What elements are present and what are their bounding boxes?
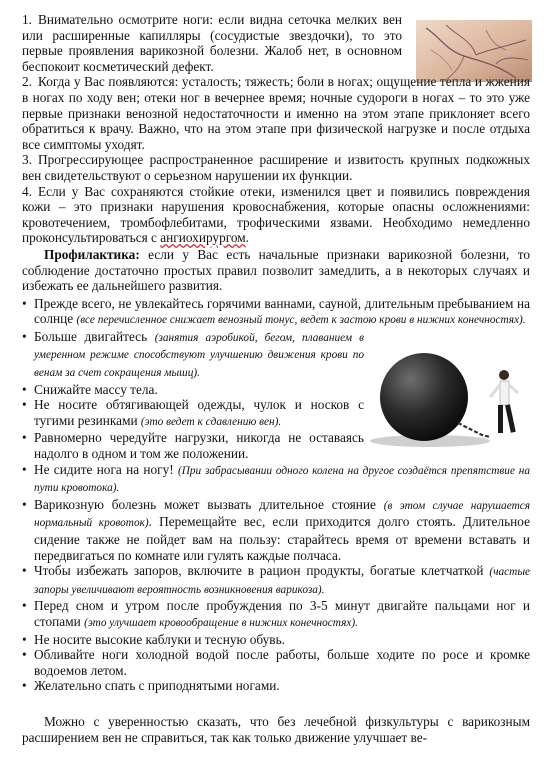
angiosurgeon-word: ангиохирургом <box>160 230 246 246</box>
closing-paragraph: Можно с уверенностью сказать, что без лечебной физкультуры с варикозным расширением вен не справиться, так как только движение улучшает ве- <box>22 713 530 745</box>
list-item <box>22 382 364 398</box>
tip-note: (занятия аэробикой, бегом, плаванием в умеренном режиме способствуют улучшению движения крови по венам за счет сокращения мышц). <box>34 331 364 380</box>
list-item-4 <box>22 184 530 246</box>
tip-text: Снижайте массу тела. <box>34 381 158 397</box>
item-number: 1. <box>22 12 32 27</box>
list-item <box>22 497 530 563</box>
tip-text: Перед сном и утром после пробуждения по 3-5 минут двигайте пальцами ног и стопами <box>34 598 530 629</box>
list-item <box>22 329 364 382</box>
tip-text: Чтобы избежать запоров, включите в рацион продукты, богатые клетчаткой <box>34 563 490 579</box>
tip-text: Желательно спать с приподнятыми ногами. <box>34 678 280 694</box>
tip-note: (При забрасывании одного колена на другое создаётся препятствие на пути кровотока). <box>34 464 530 495</box>
list-item-2 <box>22 74 530 152</box>
tip-text: Больше двигайтесь <box>34 328 155 344</box>
list-item <box>22 563 530 598</box>
list-item <box>22 632 530 648</box>
tip-note: (в этом случае нарушается нормальный кровоток) <box>34 499 530 530</box>
tip-note: (все перечисленное снижает венозный тонус, ведет к застою крови в нижних конечностях). <box>76 314 526 327</box>
item-number: 4. <box>22 183 32 199</box>
list-item <box>22 678 530 694</box>
list-item <box>22 647 530 678</box>
list-item <box>22 462 530 497</box>
list-item <box>22 430 364 461</box>
tip-text: Равномерно чередуйте нагрузки, никогда не оставаясь надолго в одном и том же положении. <box>34 430 364 462</box>
item-number: 3. <box>22 152 32 168</box>
list-item-1 <box>22 12 402 74</box>
item-text: Прогрессирующее распространенное расширение и извитость крупных подкожных вен свидетельствуют о серьезном нарушении их функции. <box>22 152 530 183</box>
list-item <box>22 598 530 631</box>
tip-text: Не носите высокие каблуки и тесную обувь. <box>34 631 285 647</box>
item-text: Внимательно осмотрите ноги: если видна сеточка мелких вен или расширенные капилляры (сосудистые звездочки), то это первые проявления варикозной болезни. Жалоб нет, в основном беспокоит косметический дефект. <box>22 12 402 74</box>
tip-text: Прежде всего, не увлекайтесь горячими ваннами, сауной, длительным пребыванием на солнце <box>34 295 530 327</box>
tip-note: (это ведет к сдавлению вен). <box>140 415 282 428</box>
item-text: Когда у Вас появляются: усталость; тяжесть; боли в ногах; ощущение тепла и жжения в ногах по ходу вен; отеки ног в вечернее время; ночные судороги в ногах – то это уже первые признаки венозной недостаточности и именно на этом этапе приклоняет всего обратиться к врачу. Важно, что на этом этапе при физической нагрузке и после отдыха все симптомы уходят. <box>22 74 530 152</box>
tips-list <box>22 296 530 694</box>
tip-text: Обливайте ноги холодной водой после работы, больше ходите по росе и кромке водоемов летом. <box>34 647 530 678</box>
tip-note: (частые запоры увеличивают вероятность возникновения варикоза). <box>34 566 530 596</box>
item-number: 2. <box>22 74 32 90</box>
prophylaxis-label: Профилактика: <box>44 246 140 262</box>
prophylaxis-text: если у Вас есть начальные признаки варикозной болезни, то соблюдение достаточно простых правил позволит замедлить, а в некоторых случаях и избежать ее дальнейшего развития. <box>22 246 530 294</box>
item-text: Если у Вас сохраняются стойкие отеки, изменился цвет и появились повреждения кожи – это признаки нарушения кровоснабжения, которые опасны осложнениями: кровотечением, тромбофлебитами, трофическими язвами. Необходимо немедленно проконсультироваться с <box>22 183 530 246</box>
tip-text: Не носите обтягивающей одежды, чулок и носков с тугими резинками <box>34 397 364 428</box>
prophylaxis-paragraph <box>22 247 530 294</box>
item-text-end: . <box>245 230 249 246</box>
list-item <box>22 296 530 329</box>
list-item-3 <box>22 152 530 183</box>
tip-text: Не сидите нога на ногу! <box>34 461 178 477</box>
list-item <box>22 397 364 430</box>
tip-text: Варикозную болезнь может вызвать длительное стояние <box>34 496 384 512</box>
tip-tail: . Перемещайте вес, если приходится долго стоять. Длительное сидение также не пойдет вам на пользу: старайтесь время от времени вставать и передвигаться по комнате или гулять каждые полчаса. <box>34 514 530 563</box>
document-page <box>22 12 530 758</box>
tip-note: (это улучшает кровообращение в нижних конечностях). <box>84 616 358 629</box>
